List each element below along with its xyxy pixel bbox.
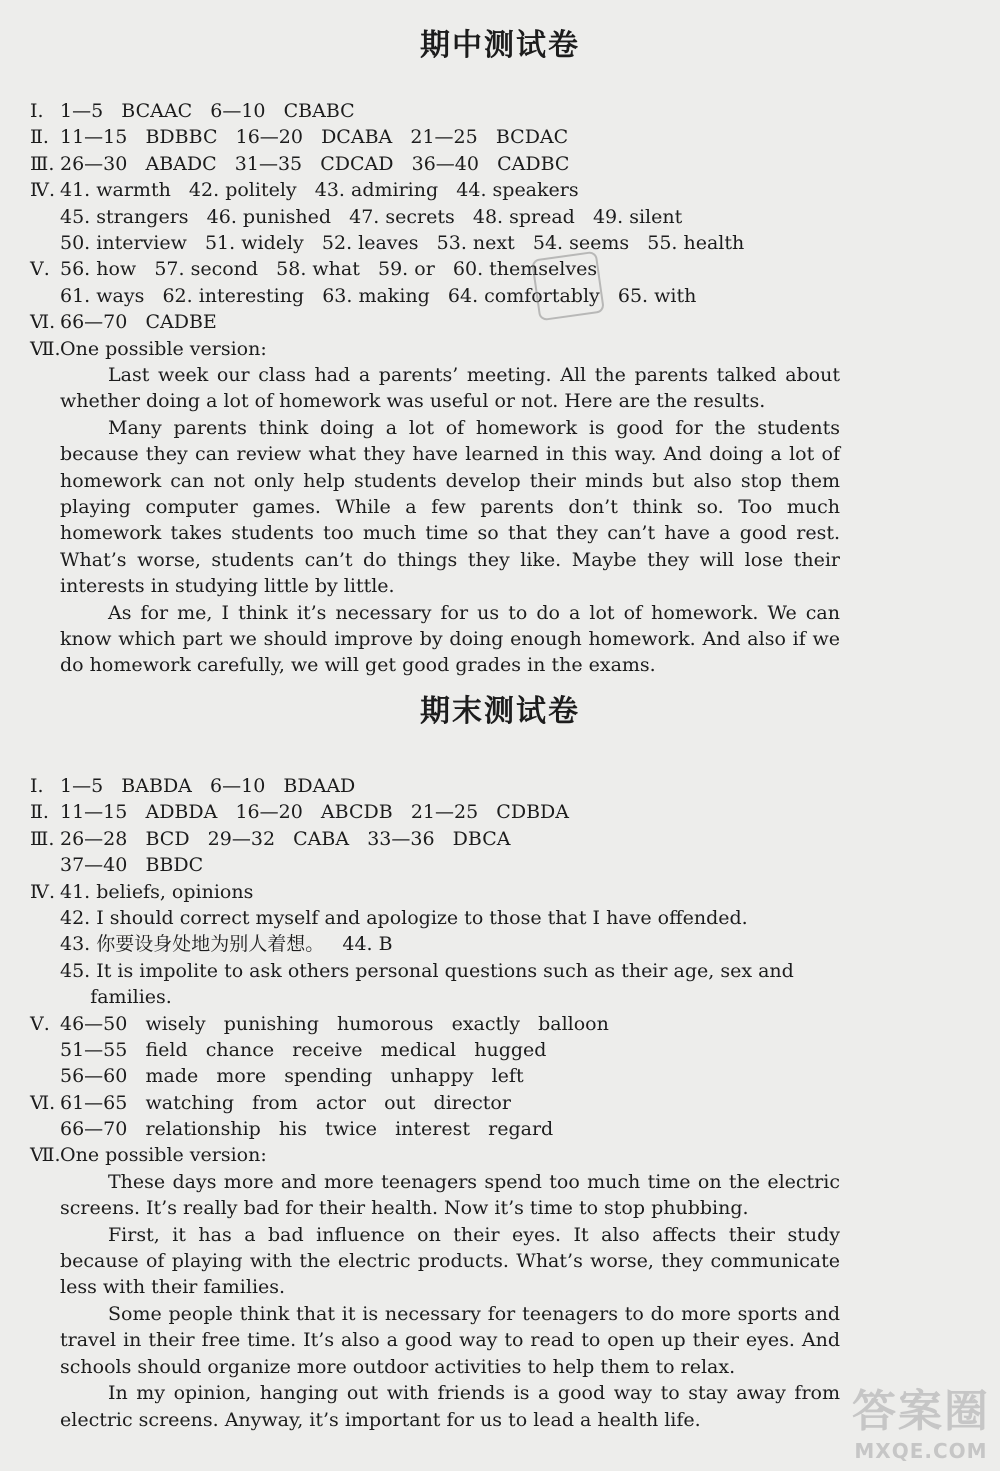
answer-line: 37—40 BBDC (60, 854, 204, 877)
answer-line: families. (60, 986, 172, 1009)
answer-line: 45. It is impolite to ask others personal questions such as their age, sex and (60, 959, 794, 982)
essay-paragraph: Many parents think doing a lot of homework is good for the students because they can review what they have learned in this way. And doing a lot of homework can not only help students develop their minds but also stop them playing computer games. While a few parents don’t think so. Too much homework takes students too much time so that they can’t have a good rest. What’s worse, students can’t do things they like. Maybe they will lose their interests in studying little by little. (60, 416, 840, 598)
answer-line: Ⅱ. 11—15 BDBBC 16—20 DCABA 21—25 BCDAC (30, 126, 569, 149)
essay-paragraph: These days more and more teenagers spend too much time on the electric screens. It’s really bad for their health. Now it’s time to stop phubbing. (60, 1170, 840, 1220)
answer-line: Ⅵ. 61—65 watching from actor out director (30, 1091, 511, 1114)
watermark-logo: 答案圈 MXQE.COM (852, 1386, 990, 1463)
answer-line: Ⅲ. 26—28 BCD 29—32 CABA 33—36 DBCA (30, 827, 511, 850)
essay-paragraph: Some people think that it is necessary for teenagers to do more sports and travel in their free time. It’s also a good way to read to open up their eyes. And schools should organize more outdoor activities to help them to relax. (60, 1302, 840, 1378)
answer-line: 66—70 relationship his twice interest regard (60, 1118, 554, 1141)
answer-line: Ⅰ. 1—5 BCAAC 6—10 CBABC (30, 100, 355, 122)
essay-paragraph: First, it has a bad influence on their eyes. It also affects their study because of playing with the electric products. What’s worse, they communicate less with their families. (60, 1223, 840, 1299)
answer-line: Ⅶ.One possible version: (30, 1144, 267, 1167)
answer-line: 50. interview 51. widely 52. leaves 53. next 54. seems 55. health (60, 231, 745, 254)
answer-line: 43. 你要设身处地为别人着想。 44. B (60, 933, 393, 956)
answer-line: Ⅵ. 66—70 CADBE (30, 311, 217, 334)
answer-line: Ⅰ. 1—5 BABDA 6—10 BDAAD (30, 775, 356, 797)
answer-line: 42. I should correct myself and apologize to those that I have offended. (60, 906, 748, 929)
essay-paragraph: In my opinion, hanging out with friends is a good way to stay away from electric screens. Anyway, it’s important for us to lead a health life. (60, 1382, 840, 1431)
answer-line: 56—60 made more spending unhappy left (60, 1065, 524, 1088)
midterm-title: 期中测试卷 (420, 28, 580, 63)
answer-line: 45. strangers 46. punished 47. secrets 48. spread 49. silent (60, 205, 683, 228)
midterm-answers (30, 98, 840, 679)
answer-line: Ⅳ. 41. beliefs, opinions (30, 880, 254, 903)
answer-line: Ⅱ. 11—15 ADBDA 16—20 ABCDB 21—25 CDBDA (30, 801, 569, 824)
stamp-mark (531, 251, 605, 322)
answer-line: Ⅶ.One possible version: (30, 337, 267, 360)
answer-line: 51—55 field chance receive medical hugged (60, 1038, 547, 1061)
essay-paragraph: Last week our class had a parents’ meeting. All the parents talked about whether doing a lot of homework was useful or not. Here are the results. (60, 363, 840, 413)
essay-paragraph: As for me, I think it’s necessary for us to do a lot of homework. We can know which part we should improve by doing enough homework. And also if we do homework carefully, we will get good grades in the exams. (60, 601, 840, 677)
final-title: 期末测试卷 (420, 694, 580, 729)
answer-line: Ⅴ. 46—50 wisely punishing humorous exactly balloon (30, 1012, 609, 1035)
answer-line: 61. ways 62. interesting 63. making 64. comfortably 65. with (60, 284, 697, 307)
answer-line: Ⅴ. 56. how 57. second 58. what 59. or 60. themselves (30, 258, 598, 281)
answer-line: Ⅲ. 26—30 ABADC 31—35 CDCAD 36—40 CADBC (30, 152, 570, 175)
final-answers (30, 773, 840, 1433)
answer-line: Ⅳ. 41. warmth 42. politely 43. admiring 44. speakers (30, 179, 579, 202)
